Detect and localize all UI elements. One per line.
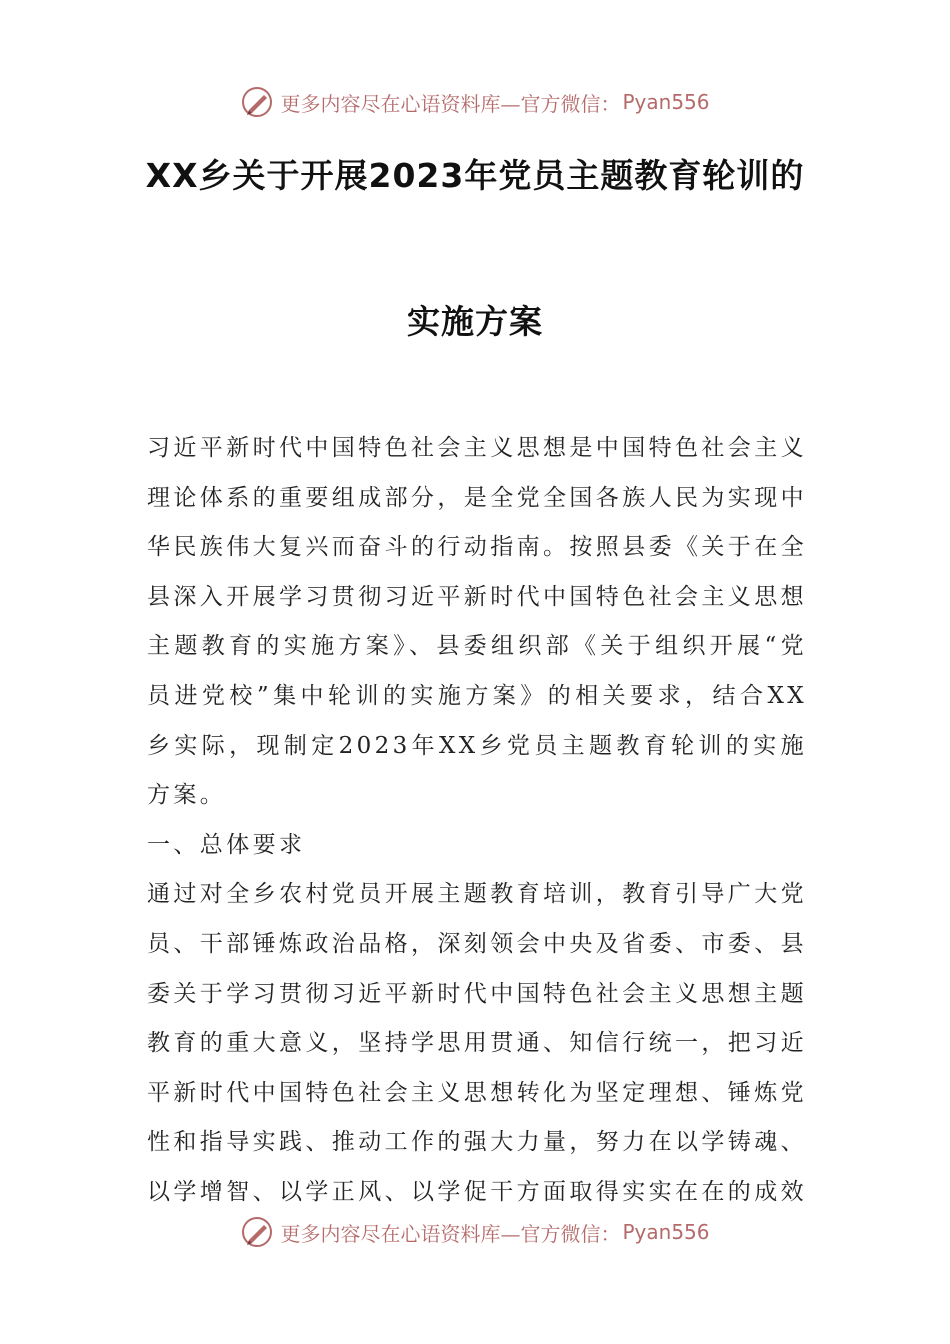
section-heading-general-requirements: 一、总体要求 <box>147 831 306 858</box>
pen-logo-icon <box>240 1215 274 1249</box>
watermark-text: 更多内容尽在心语资料库—官方微信： <box>280 91 621 116</box>
paragraph-intro: 习近平新时代中国特色社会主义思想是中国特色社会主义理论体系的重要组成部分，是全党全国各族人民为实现中华民族伟大复兴而奋斗的行动指南。按照县委《关于在全县深入开展学习贯彻习近平新时代中国特色社会主义思想主题教育的实施方案》、县委组织部《关于组织开展“党员进党校”集中轮训的实施方案》的相关要求，结合XX乡实际，现制定2023年XX乡党员主题教育轮训的实施方案。 <box>147 435 807 809</box>
paragraph-general-requirements: 通过对全乡农村党员开展主题教育培训，教育引导广大党员、干部锤炼政治品格，深刻领会中央及省委、市委、县委关于学习贯彻习近平新时代中国特色社会主义思想主题教育的重大意义，坚持学思用贯通、知信行统一，把习近平新时代中国特色社会主义思想转化为坚定理想、锤炼党性和指导实践、推动工作的强大力量，努力在以学铸魂、以学增智、以学正风、以学促干方面取得实实在在的成效 <box>147 881 807 1205</box>
document-title-line1: XX乡关于开展2023年党员主题教育轮训的 <box>145 156 805 195</box>
pen-logo-icon <box>240 85 274 119</box>
document-body <box>147 424 807 1218</box>
watermark-wechat-id: Pyan556 <box>622 90 710 114</box>
watermark-banner-bottom <box>0 1212 950 1252</box>
watermark-banner-top <box>0 82 950 122</box>
document-title-line2: 实施方案 <box>407 302 543 341</box>
watermark-wechat-id: Pyan556 <box>622 1220 710 1244</box>
watermark-text: 更多内容尽在心语资料库—官方微信： <box>280 1221 621 1246</box>
